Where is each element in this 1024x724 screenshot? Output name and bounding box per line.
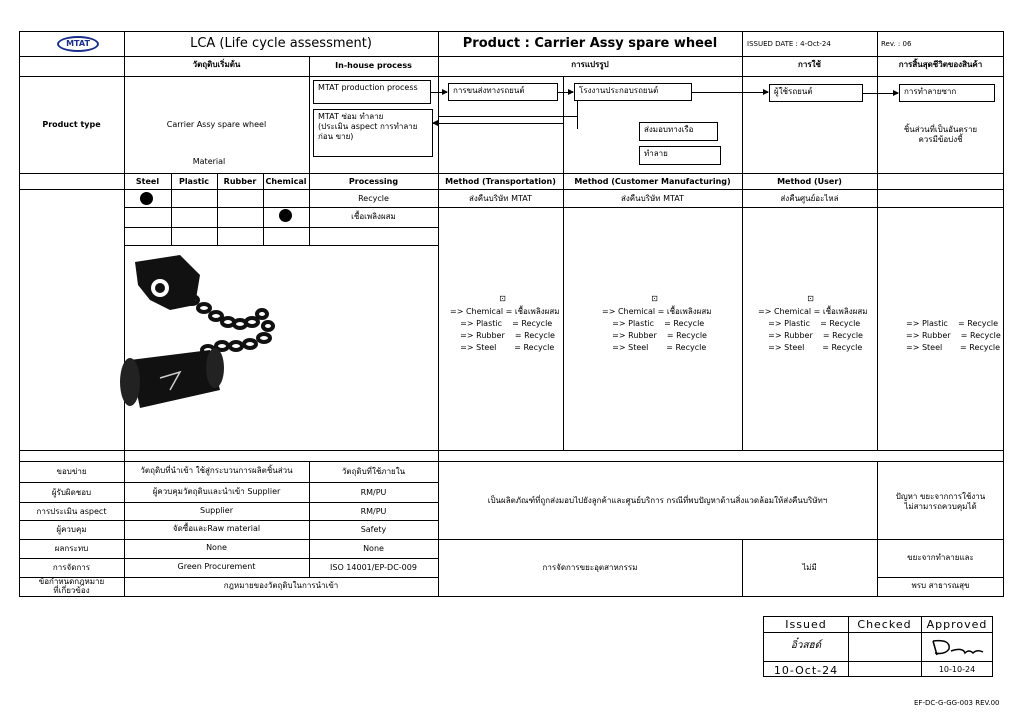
- row-raw-mgmt: Green Procurement: [177, 562, 256, 571]
- user-box: ผู้ใช้รถยนต์: [769, 84, 863, 102]
- row-inhouse-mgmt: ISO 14001/EP-DC-009: [330, 563, 417, 572]
- factory-box: โรงงานประกอบรถยนต์: [574, 83, 692, 101]
- arrow-to-user: [692, 92, 768, 93]
- row-label-controller: ผู้ควบคุม: [56, 525, 87, 534]
- customer-marker: ⊡: [651, 294, 658, 303]
- row-raw-controller: จัดซื้อและRaw material: [172, 524, 261, 533]
- mtat-production-box: MTAT production process: [313, 80, 431, 104]
- section-inhouse: In-house process: [335, 61, 412, 70]
- mat-rubber-header: Rubber: [223, 177, 257, 186]
- chemical-mark: [279, 209, 292, 222]
- row-inhouse-scope: วัตถุดิบที่ใช้ภายใน: [341, 467, 406, 476]
- product-image: [100, 250, 285, 430]
- row-raw-owner: ผู้ควบคุมวัตถุดิบและนำเข้า Supplier: [152, 487, 281, 496]
- row-label-owner: ผู้รับผิดชอบ: [51, 488, 92, 497]
- method-customer-header: Method (Customer Manufacturing): [574, 177, 731, 186]
- method-transport-header: Method (Transportation): [445, 177, 556, 186]
- mat-plastic-header: Plastic: [178, 177, 210, 186]
- steel-mark: [140, 192, 153, 205]
- user-methods: => Chemical = เชื้อเพลิงผสม => Plastic = Recycle => Rubber = Recycle => Steel = Recycle: [758, 307, 868, 352]
- user-return: ส่งคืนศูนย์อะไหล่: [780, 194, 839, 203]
- product-type-label: Product type: [42, 120, 101, 129]
- eol-public-health: พรบ สาธารณสุข: [911, 581, 970, 590]
- product-name: Carrier Assy spare wheel: [166, 120, 267, 129]
- row-raw-aspect: Supplier: [200, 506, 233, 515]
- issued-date-sign: 10-Oct-24: [773, 664, 839, 677]
- transport-return: ส่งคืนบริษัท MTAT: [469, 194, 532, 203]
- mat-chemical-header: Chemical: [265, 177, 307, 186]
- eol-methods: => Plastic = Recycle => Rubber = Recycle => Steel = Recycle: [906, 319, 1001, 352]
- row-raw-impact: None: [206, 543, 227, 552]
- customer-methods: => Chemical = เชื้อเพลิงผสม => Plastic = Recycle => Rubber = Recycle => Steel = Recycle: [602, 307, 712, 352]
- eol-waste: ขยะจากทำลายและ: [907, 553, 974, 562]
- eol-note: ชิ้นส่วนที่เป็นอันตราย ควรมีข้อบ่งชี้: [903, 125, 978, 144]
- delivery-note: เป็นผลิตภัณฑ์ที่ถูกส่งมอบไปยังลูกค้าและศูนย์บริการ กรณีที่พบปัญหาด้านสิ่งแวดล้อมให้ส่งคืนบริษัทฯ: [487, 496, 828, 505]
- row-label-mgmt: การจัดการ: [52, 563, 91, 572]
- scrap-box: การทำลายซาก: [899, 84, 995, 102]
- issued-label: Issued: [785, 618, 827, 631]
- user-marker: ⊡: [807, 294, 814, 303]
- issuer-signature: อิ๋วสฮด์: [790, 640, 822, 651]
- row1-processing: Recycle: [358, 194, 389, 203]
- row-raw-scope: วัตถุดิบที่นำเข้า ใช้สู่กระบวนการผลิตชิ้นส่วน: [140, 466, 293, 475]
- row-inhouse-controller: Safety: [360, 525, 387, 534]
- waste-mgmt: การจัดการขยะอุตสาหกรรม: [542, 563, 638, 572]
- mat-steel-header: Steel: [135, 177, 160, 186]
- mtat-repair-box: MTAT ซ่อม ทำลาย (ประเมิน aspect การทำลาย ก่อน ขาย): [313, 109, 433, 157]
- transport-marker: ⊡: [499, 294, 506, 303]
- customer-return: ส่งคืนบริษัท MTAT: [621, 194, 684, 203]
- issued-date: ISSUED DATE : 4-Oct-24: [747, 40, 831, 48]
- material-label: Material: [192, 157, 226, 166]
- company-logo: [57, 36, 99, 52]
- use-none: ไม่มี: [802, 563, 817, 572]
- logo-text: MTAT: [66, 39, 90, 48]
- processing-header: Processing: [348, 177, 399, 186]
- arrow-return-to-repair: [433, 123, 563, 124]
- transport-methods: => Chemical = เชื้อเพลิงผสม => Plastic = Recycle => Rubber = Recycle => Steel = Recycle: [450, 307, 560, 352]
- form-title: LCA (Life cycle assessment): [190, 36, 372, 51]
- approved-date-sign: 10-10-24: [938, 665, 976, 674]
- row-inhouse-impact: None: [363, 544, 384, 553]
- checked-label: Checked: [857, 618, 912, 631]
- row-inhouse-aspect: RM/PU: [360, 507, 387, 516]
- product-title: Product : Carrier Assy spare wheel: [462, 36, 718, 51]
- approved-label: Approved: [926, 618, 988, 631]
- doc-code: EF-DC-G-GG-003 REV.00: [914, 699, 1000, 707]
- approval-box: [763, 616, 993, 677]
- row-raw-law: กฎหมายของวัตถุดิบในการนำเข้า: [223, 581, 339, 590]
- section-raw: วัตถุดิบเริ่มต้น: [192, 60, 241, 69]
- arrow-to-scrap: [863, 93, 898, 94]
- transport-box: การขนส่งทางรถยนต์: [448, 83, 558, 101]
- destroy-box: ทำลาย: [639, 146, 721, 165]
- arrow-to-factory: [558, 92, 573, 93]
- row-label-law: ข้อกำหนดกฎหมาย ที่เกี่ยวข้อง: [38, 577, 105, 595]
- return-line-vertical: [563, 101, 564, 124]
- approver-signature: [929, 637, 987, 663]
- row-label-impact: ผลกระทบ: [54, 544, 89, 553]
- section-eol: การสิ้นสุดชีวิตของสินค้า: [898, 60, 983, 69]
- section-transform: การแปรรูป: [571, 60, 609, 69]
- row-label-scope: ขอบข่าย: [56, 467, 87, 476]
- row-inhouse-owner: RM/PU: [360, 488, 387, 497]
- ship-box: ส่งมอบทางเรือ: [639, 122, 718, 141]
- eol-problem: ปัญหา ขยะจากการใช้งาน ไม่สามารถควบคุมได้: [895, 492, 986, 511]
- row2-processing: เชื้อเพลิงผสม: [351, 212, 396, 221]
- row-label-aspect: การประเมิน aspect: [36, 507, 107, 516]
- section-use: การใช้: [798, 60, 821, 69]
- revision: Rev. : 06: [881, 40, 912, 48]
- arrow-to-transport: [431, 92, 447, 93]
- method-user-header: Method (User): [777, 177, 842, 186]
